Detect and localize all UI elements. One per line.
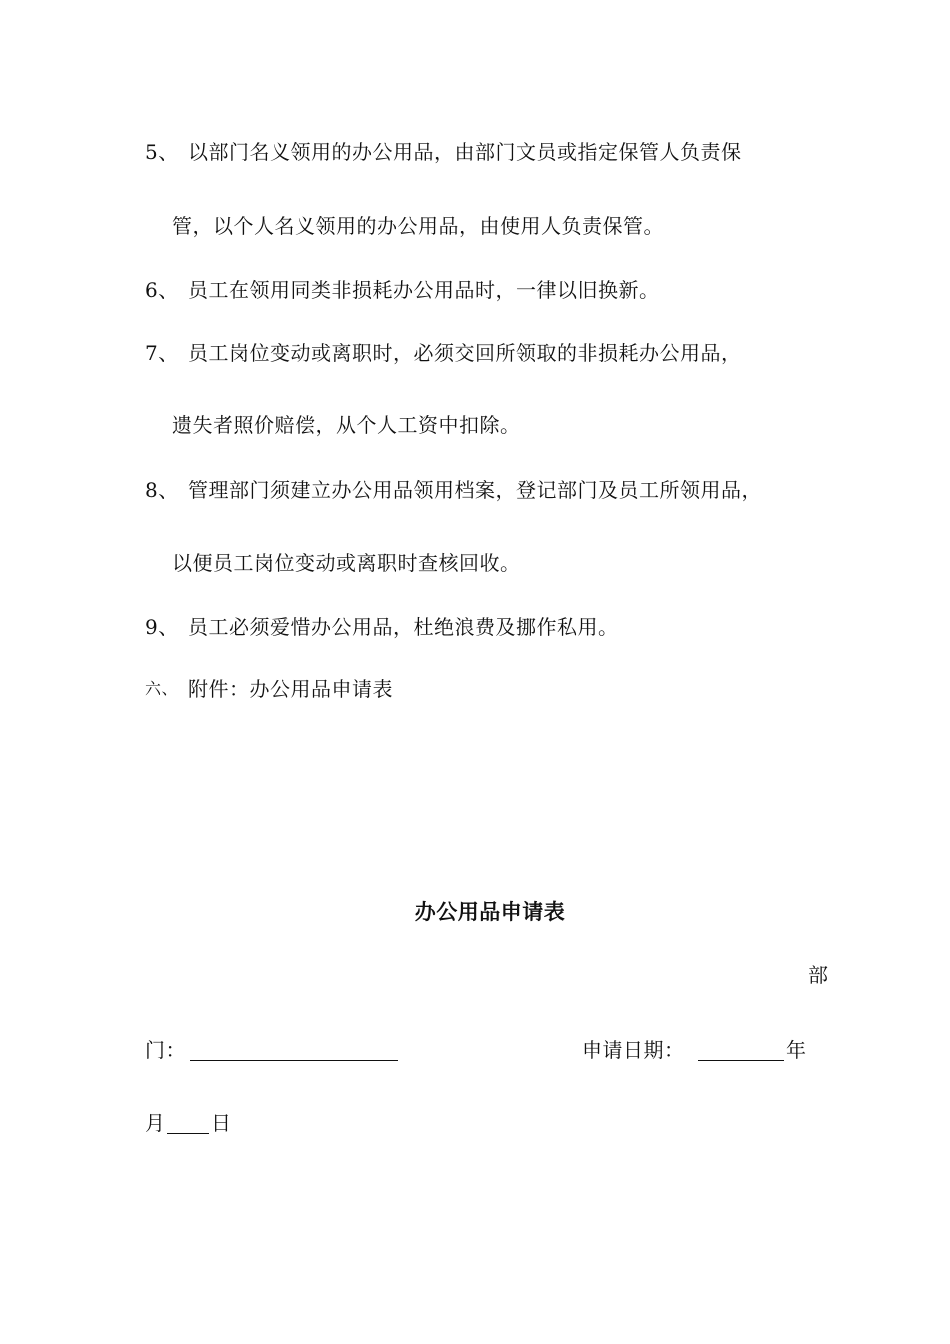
item-text-continuation: 以便员工岗位变动或离职时查核回收。: [172, 551, 521, 575]
item-text-continuation: 管，以个人名义领用的办公用品，由使用人负责保管。: [172, 214, 664, 238]
item-number: 5、: [145, 140, 179, 164]
item-text-continuation: 遗失者照价赔偿，从个人工资中扣除。: [172, 413, 521, 437]
day-label: 日: [211, 1111, 232, 1135]
dept-label-top: 部: [808, 963, 829, 987]
item-text: 员工必须爱惜办公用品，杜绝浪费及挪作私用。: [188, 615, 619, 639]
day-field[interactable]: [167, 1111, 209, 1139]
dept-label: 门：: [145, 1038, 186, 1062]
date-label: 申请日期：: [582, 1038, 685, 1062]
item-text: 以部门名义领用的办公用品，由部门文员或指定保管人负责保: [188, 140, 742, 164]
month-label: 月: [145, 1111, 166, 1135]
item-number: 7、: [145, 341, 179, 365]
dept-field[interactable]: [190, 1038, 398, 1066]
item-number: 9、: [145, 615, 179, 639]
year-label: 年: [786, 1038, 807, 1062]
section-text: 附件：办公用品申请表: [188, 677, 393, 701]
section-number: 六、: [145, 679, 179, 698]
item-number: 8、: [145, 478, 179, 502]
item-text: 员工在领用同类非损耗办公用品时，一律以旧换新。: [188, 278, 660, 302]
item-text: 员工岗位变动或离职时，必须交回所领取的非损耗办公用品，: [188, 341, 742, 365]
form-title: 办公用品申请表: [414, 899, 566, 924]
year-field[interactable]: [698, 1038, 784, 1066]
item-text: 管理部门须建立办公用品领用档案，登记部门及员工所领用品，: [188, 478, 762, 502]
item-number: 6、: [145, 278, 179, 302]
